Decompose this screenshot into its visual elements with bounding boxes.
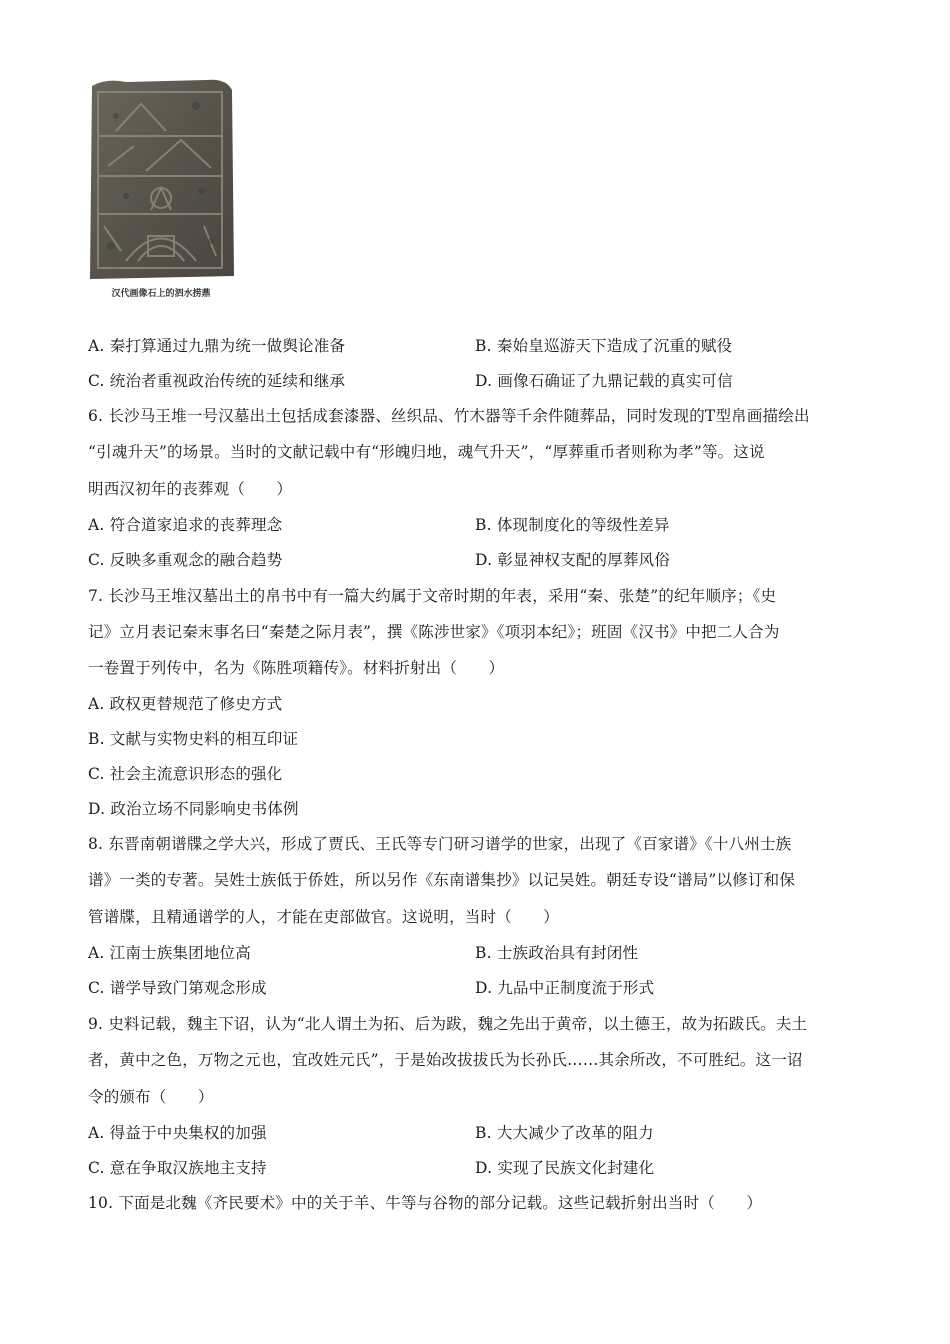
q9-option-d: D. 实现了民族文化封建化 [475,1159,655,1177]
q6-option-d: D. 彰显神权支配的厚葬风俗 [475,551,671,569]
q6-option-a: A. 符合道家追求的丧葬理念 [88,516,283,534]
q8-stem-line1: 8. 东晋南朝谱牒之学大兴，形成了贾氏、王氏等专门研习谱学的世家，出现了《百家谱》《十八州士族 [88,835,792,853]
q7-stem-line1: 7. 长沙马王堆汉墓出土的帛书中有一篇大约属于文帝时期的年表，采用“秦、张楚”的纪年顺序；《史 [88,587,777,605]
q7-stem-line3: 一卷置于列传中，名为《陈胜项籍传》。材料折射出（ ） [88,659,505,677]
q6-stem-line2: “引魂升天”的场景。当时的文献记载中有“形魄归地，魂气升天”，“厚葬重币者则称为孝”等。这说 [88,443,765,461]
q5-option-a: A. 秦打算通过九鼎为统一做舆论准备 [88,337,346,355]
q9-stem-line2: 者，黄中之色，万物之元也，宜改姓元氏”，于是始改拔拔氏为长孙氏……其余所改，不可胜纪。这一诏 [88,1051,803,1069]
q6-stem-line1: 6. 长沙马王堆一号汉墓出土包括成套漆器、丝织品、竹木器等千余件随葬品，同时发现的T型帛画描绘出 [88,407,810,425]
q6-option-c: C. 反映多重观念的融合趋势 [88,551,283,569]
q9-stem-line3: 令的颁布（ ） [88,1088,214,1106]
q5-option-d: D. 画像石确证了九鼎记载的真实可信 [475,372,733,390]
q7-option-c: C. 社会主流意识形态的强化 [88,765,283,783]
q9-option-a: A. 得益于中央集权的加强 [88,1124,267,1142]
q9-option-c: C. 意在争取汉族地主支持 [88,1159,267,1177]
q8-option-d: D. 九品中正制度流于形式 [475,979,655,997]
q7-option-a: A. 政权更替规范了修史方式 [88,695,283,713]
q8-option-a: A. 江南士族集团地位高 [88,944,251,962]
q10-stem-line1: 10. 下面是北魏《齐民要术》中的关于羊、牛等与谷物的部分记载。这些记载折射出当时（ ） [88,1194,763,1212]
q8-stem-line3: 管谱牒，且精通谱学的人，才能在吏部做官。这说明，当时（ ） [88,908,560,926]
q7-option-d: D. 政治立场不同影响史书体例 [88,800,299,818]
q6-stem-line3: 明西汉初年的丧葬观（ ） [88,480,293,498]
q9-stem-line1: 9. 史料记载，魏主下诏，认为“北人谓土为拓、后为跋，魏之先出于黄帝，以土德王，故为拓跋氏。夫土 [88,1015,808,1033]
q7-stem-line2: 记》立月表记秦末事名曰“秦楚之际月表”，撰《陈涉世家》《项羽本纪》；班固《汉书》中把二人合为 [88,623,780,641]
stone-relief-image [86,76,236,283]
q7-option-b: B. 文献与实物史料的相互印证 [88,730,299,748]
q9-option-b: B. 大大减少了改革的阻力 [475,1124,654,1142]
q8-option-c: C. 谱学导致门第观念形成 [88,979,267,997]
q5-option-c: C. 统治者重视政治传统的延续和继承 [88,372,346,390]
q8-option-b: B. 士族政治具有封闭性 [475,944,639,962]
figure-caption: 汉代画像石上的泗水捞鼎 [111,289,211,299]
q8-stem-line2: 谱》一类的专著。吴姓士族低于侨姓，所以另作《东南谱集抄》以记吴姓。朝廷专设“谱局”以修订和保 [88,871,796,889]
q6-option-b: B. 体现制度化的等级性差异 [475,516,670,534]
q5-option-b: B. 秦始皇巡游天下造成了沉重的赋役 [475,337,733,355]
